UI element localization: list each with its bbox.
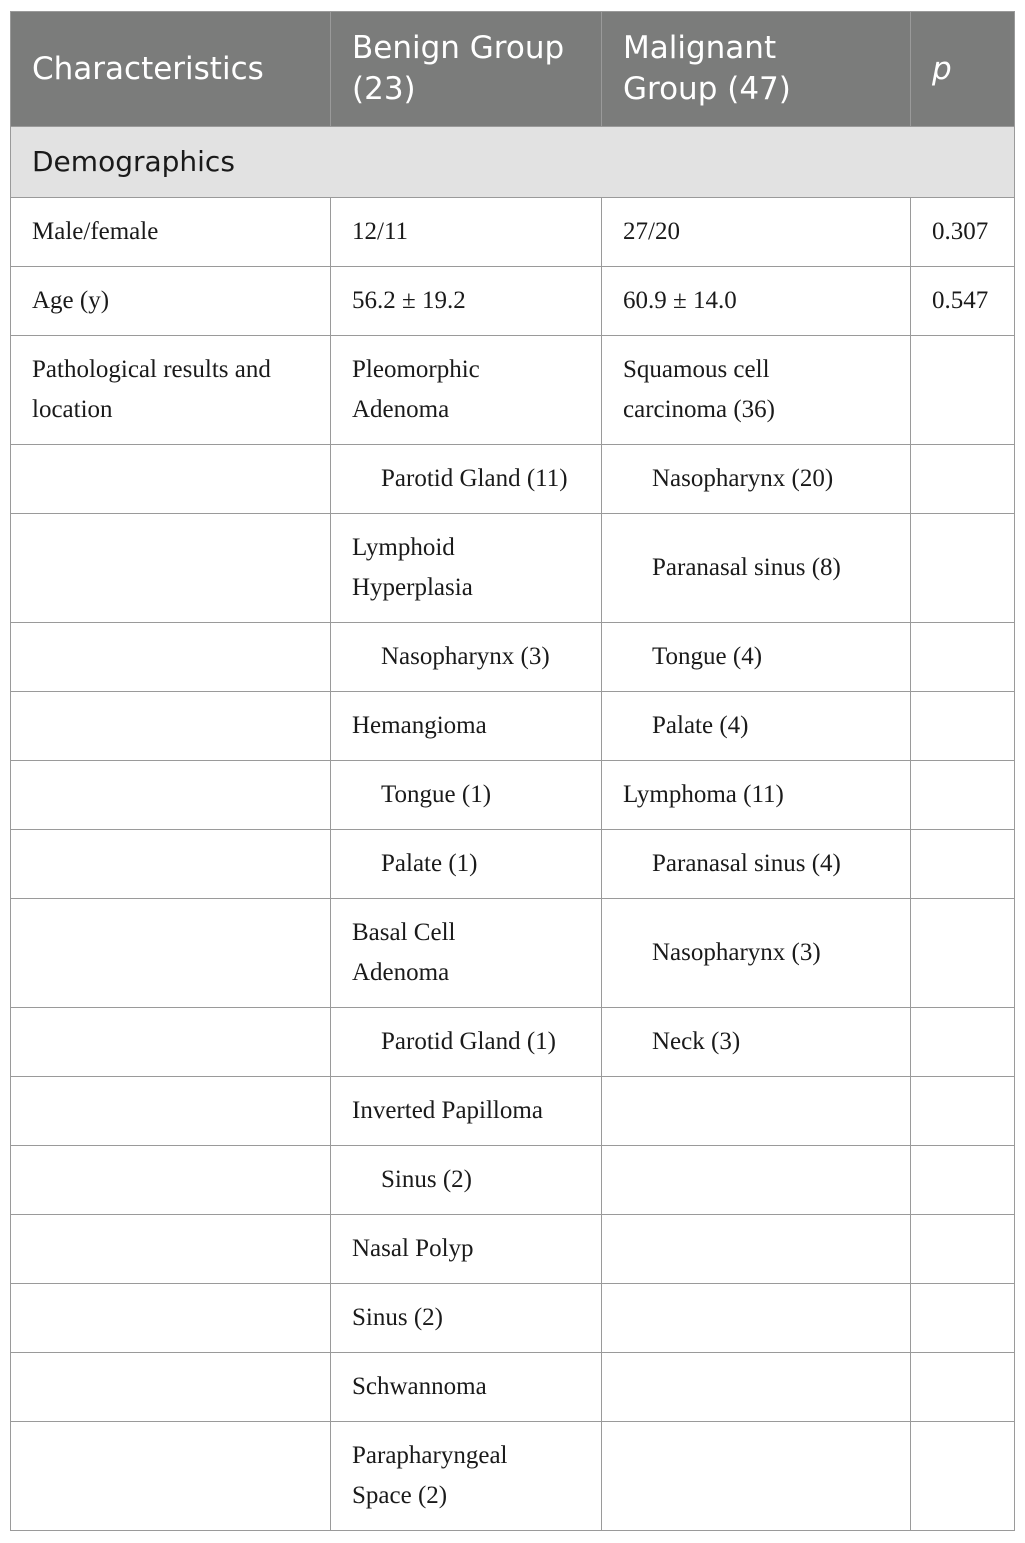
- cell-characteristic: [11, 1353, 331, 1422]
- cell-p-value: [911, 1353, 1015, 1422]
- cell-benign: Nasal Polyp: [331, 1215, 602, 1284]
- table-row: [11, 198, 1015, 267]
- cell-benign: [331, 761, 602, 830]
- cell-malignant: [602, 1422, 911, 1531]
- cell-malignant: Lymphoma (11): [602, 761, 911, 830]
- cell-malignant-text: Paranasal sinus (8): [652, 554, 841, 581]
- cell-malignant-text: Nasopharynx (20): [652, 465, 834, 492]
- cell-p-value: [911, 1284, 1015, 1353]
- cell-malignant: [602, 692, 911, 761]
- cell-benign: [331, 445, 602, 514]
- cell-benign: [331, 336, 602, 445]
- cell-p-value: [911, 1422, 1015, 1531]
- cell-characteristic: [11, 1008, 331, 1077]
- table-row: [11, 514, 1015, 623]
- table-row: [11, 336, 1015, 445]
- cell-benign: Sinus (2): [331, 1284, 602, 1353]
- cell-characteristic: [11, 623, 331, 692]
- cell-p-value: [911, 445, 1015, 514]
- cell-benign: [331, 830, 602, 899]
- cell-benign: 12/11: [331, 198, 602, 267]
- cell-p-value: [911, 336, 1015, 445]
- cell-benign: [331, 1008, 602, 1077]
- table-row: [11, 445, 1015, 514]
- table-row: [11, 899, 1015, 1008]
- cell-p-value: [911, 692, 1015, 761]
- cell-benign-text: Palate (1): [381, 850, 478, 877]
- cell-benign-text: Parapharyngeal Space (2): [352, 1442, 508, 1509]
- cell-benign: [331, 514, 602, 623]
- section-demographics: Demographics: [11, 127, 1015, 198]
- cell-p-value: [911, 1008, 1015, 1077]
- cell-characteristic: [11, 1215, 331, 1284]
- cell-malignant: [602, 445, 911, 514]
- table-header-row: [11, 12, 1015, 127]
- cell-characteristic-text: Pathological results and location: [32, 356, 271, 423]
- cell-characteristic: [11, 761, 331, 830]
- cell-benign-text: Basal Cell Adenoma: [352, 919, 456, 986]
- cell-malignant-text: Paranasal sinus (4): [652, 850, 841, 877]
- cell-characteristic: [11, 445, 331, 514]
- cell-malignant: 60.9 ± 14.0: [602, 267, 911, 336]
- cell-benign-text: Pleomorphic Adenoma: [352, 356, 480, 423]
- table-row: [11, 1284, 1015, 1353]
- section-row: [11, 127, 1015, 198]
- cell-malignant: [602, 1215, 911, 1284]
- cell-malignant-text: Tongue (4): [652, 643, 763, 670]
- cell-characteristic: [11, 899, 331, 1008]
- cell-malignant: [602, 1077, 911, 1146]
- cell-benign: [331, 623, 602, 692]
- cell-benign-text: Tongue (1): [381, 781, 492, 808]
- cell-benign: [331, 899, 602, 1008]
- table-row: [11, 1008, 1015, 1077]
- cell-p-value: [911, 761, 1015, 830]
- cell-benign: 56.2 ± 19.2: [331, 267, 602, 336]
- cell-malignant: 27/20: [602, 198, 911, 267]
- cell-characteristic: Male/female: [11, 198, 331, 267]
- header-malignant-group-label: Malignant Group (47): [623, 30, 791, 107]
- cell-malignant: [602, 1284, 911, 1353]
- cell-benign: [331, 1146, 602, 1215]
- cell-p-value: [911, 830, 1015, 899]
- cell-p-value: [911, 899, 1015, 1008]
- cell-characteristic: [11, 1422, 331, 1531]
- cell-malignant: [602, 830, 911, 899]
- table-row: [11, 1146, 1015, 1215]
- cell-benign-text: Lymphoid Hyperplasia: [352, 534, 473, 601]
- cell-characteristic: Age (y): [11, 267, 331, 336]
- table-row: [11, 830, 1015, 899]
- cell-characteristic: [11, 1077, 331, 1146]
- header-malignant-group: [602, 12, 911, 127]
- table-row: [11, 1077, 1015, 1146]
- cell-malignant: [602, 336, 911, 445]
- cell-benign-text: Sinus (2): [381, 1166, 472, 1193]
- table-row: [11, 692, 1015, 761]
- header-p-value: p: [911, 12, 1015, 127]
- table-row: [11, 1422, 1015, 1531]
- cell-characteristic: [11, 1284, 331, 1353]
- table-row: [11, 1353, 1015, 1422]
- cell-benign-text: Parotid Gland (11): [381, 465, 568, 492]
- table-row: [11, 761, 1015, 830]
- cell-characteristic: [11, 830, 331, 899]
- cell-benign: [331, 1422, 602, 1531]
- header-benign-group: [331, 12, 602, 127]
- cell-p-value: [911, 514, 1015, 623]
- cell-benign: Hemangioma: [331, 692, 602, 761]
- cell-benign: Schwannoma: [331, 1353, 602, 1422]
- cell-malignant: [602, 514, 911, 623]
- cell-p-value: 0.547: [911, 267, 1015, 336]
- table-row: [11, 267, 1015, 336]
- cell-malignant-text: Nasopharynx (3): [652, 939, 821, 966]
- cell-p-value: [911, 623, 1015, 692]
- header-characteristics: Characteristics: [11, 12, 331, 127]
- table-row: [11, 1215, 1015, 1284]
- characteristics-table: [10, 11, 1015, 1531]
- header-benign-group-label: Benign Group (23): [352, 30, 565, 107]
- cell-characteristic: [11, 692, 331, 761]
- cell-malignant: [602, 1146, 911, 1215]
- cell-malignant: [602, 1008, 911, 1077]
- cell-benign-text: Parotid Gland (1): [381, 1028, 556, 1055]
- table-row: [11, 623, 1015, 692]
- cell-p-value: [911, 1077, 1015, 1146]
- cell-p-value: [911, 1146, 1015, 1215]
- cell-malignant: [602, 623, 911, 692]
- cell-characteristic: [11, 1146, 331, 1215]
- cell-malignant-text: Neck (3): [652, 1028, 741, 1055]
- cell-p-value: 0.307: [911, 198, 1015, 267]
- cell-malignant-text: Squamous cell carcinoma (36): [623, 356, 776, 423]
- cell-characteristic: [11, 514, 331, 623]
- cell-malignant: [602, 899, 911, 1008]
- cell-p-value: [911, 1215, 1015, 1284]
- cell-malignant-text: Palate (4): [652, 712, 749, 739]
- cell-characteristic: [11, 336, 331, 445]
- cell-benign: Inverted Papilloma: [331, 1077, 602, 1146]
- cell-malignant: [602, 1353, 911, 1422]
- cell-benign-text: Nasopharynx (3): [381, 643, 550, 670]
